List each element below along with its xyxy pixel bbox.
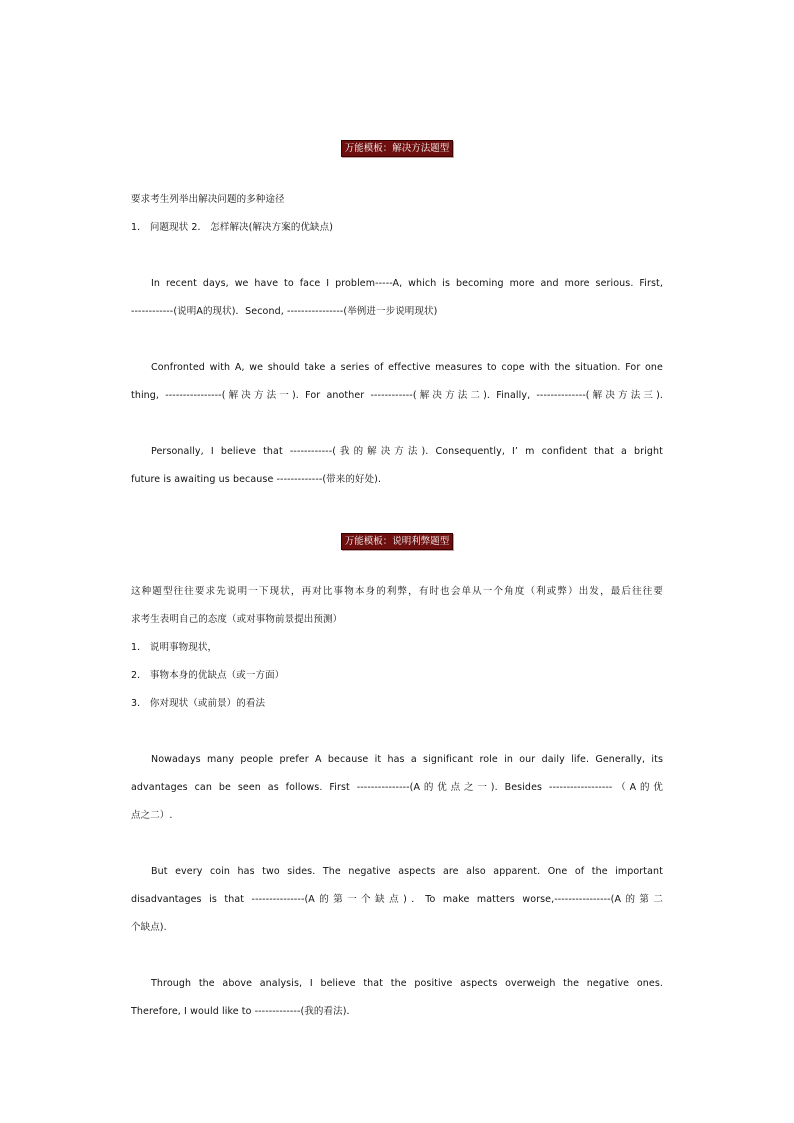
section1-title-wrap: [0, 136, 794, 157]
section1-p2-line2: thing, ----------------(解决方法一). For another ------------(解决方法二). Finally, --------------(解决方法三).: [131, 390, 663, 401]
section1-outline: 1． 问题现状 2． 怎样解决(解决方案的优缺点): [131, 222, 334, 233]
section2-p1-line1: Nowadays many people prefer A because it has a significant role in our daily life. Generally, its: [151, 754, 663, 765]
section2-p3-line2: Therefore, I would like to -------------(我的看法)．: [131, 1006, 357, 1017]
section1-p3-line1: Personally, I believe that ------------(我的解决方法). Consequently, I’ m confident that a bright: [151, 446, 663, 457]
section2-list-item-3: 3． 你对现状（或前景）的看法: [131, 698, 266, 709]
section1-p1-line1: In recent days, we have to face I problem-----A, which is becoming more and more serious. First,: [151, 278, 663, 289]
section2-p3-line1: Through the above analysis, I believe that the positive aspects overweigh the negative ones.: [151, 978, 663, 989]
section2-p2-line2: disadvantages is that ---------------(A的第一个缺点)．To make matters worse,----------------(A的第二: [131, 894, 663, 905]
section2-list-item-1: 1． 说明事物现状，: [131, 642, 218, 653]
section2-p1-line2: advantages can be seen as follows. First ---------------(A的优点之一). Besides ------------------（A的优: [131, 782, 663, 793]
section1-p1-line2: ------------(说明A的现状)．Second, ----------------(举例进一步说明现状): [131, 306, 438, 317]
section2-p2-line1: But every coin has two sides. The negative aspects are also apparent. One of the important: [151, 866, 663, 877]
section2-intro-line1: 这种题型往往要求先说明一下现状，再对比事物本身的利弊，有时也会单从一个角度（利或弊）出发，最后往往要: [131, 586, 663, 597]
section1-p2-line1: Confronted with A, we should take a series of effective measures to cope with the situation. For one: [151, 362, 663, 373]
section2-p2-line3: 个缺点).: [131, 922, 167, 933]
section2-list-item-2: 2． 事物本身的优缺点（或一方面）: [131, 670, 285, 681]
section2-p1-line3: 点之二）.: [131, 810, 173, 821]
section2-title: 万能模板：说明利弊题型: [341, 533, 454, 550]
section1-title: 万能模板：解决方法题型: [341, 140, 454, 157]
section2-title-wrap: [0, 529, 794, 550]
section1-intro: 要求考生列举出解决问题的多种途径: [131, 194, 285, 205]
section1-p3-line2: future is awaiting us because -------------(带来的好处).: [131, 474, 382, 485]
section2-intro-line2: 求考生表明自己的态度（或对事物前景提出预测）: [131, 614, 343, 625]
